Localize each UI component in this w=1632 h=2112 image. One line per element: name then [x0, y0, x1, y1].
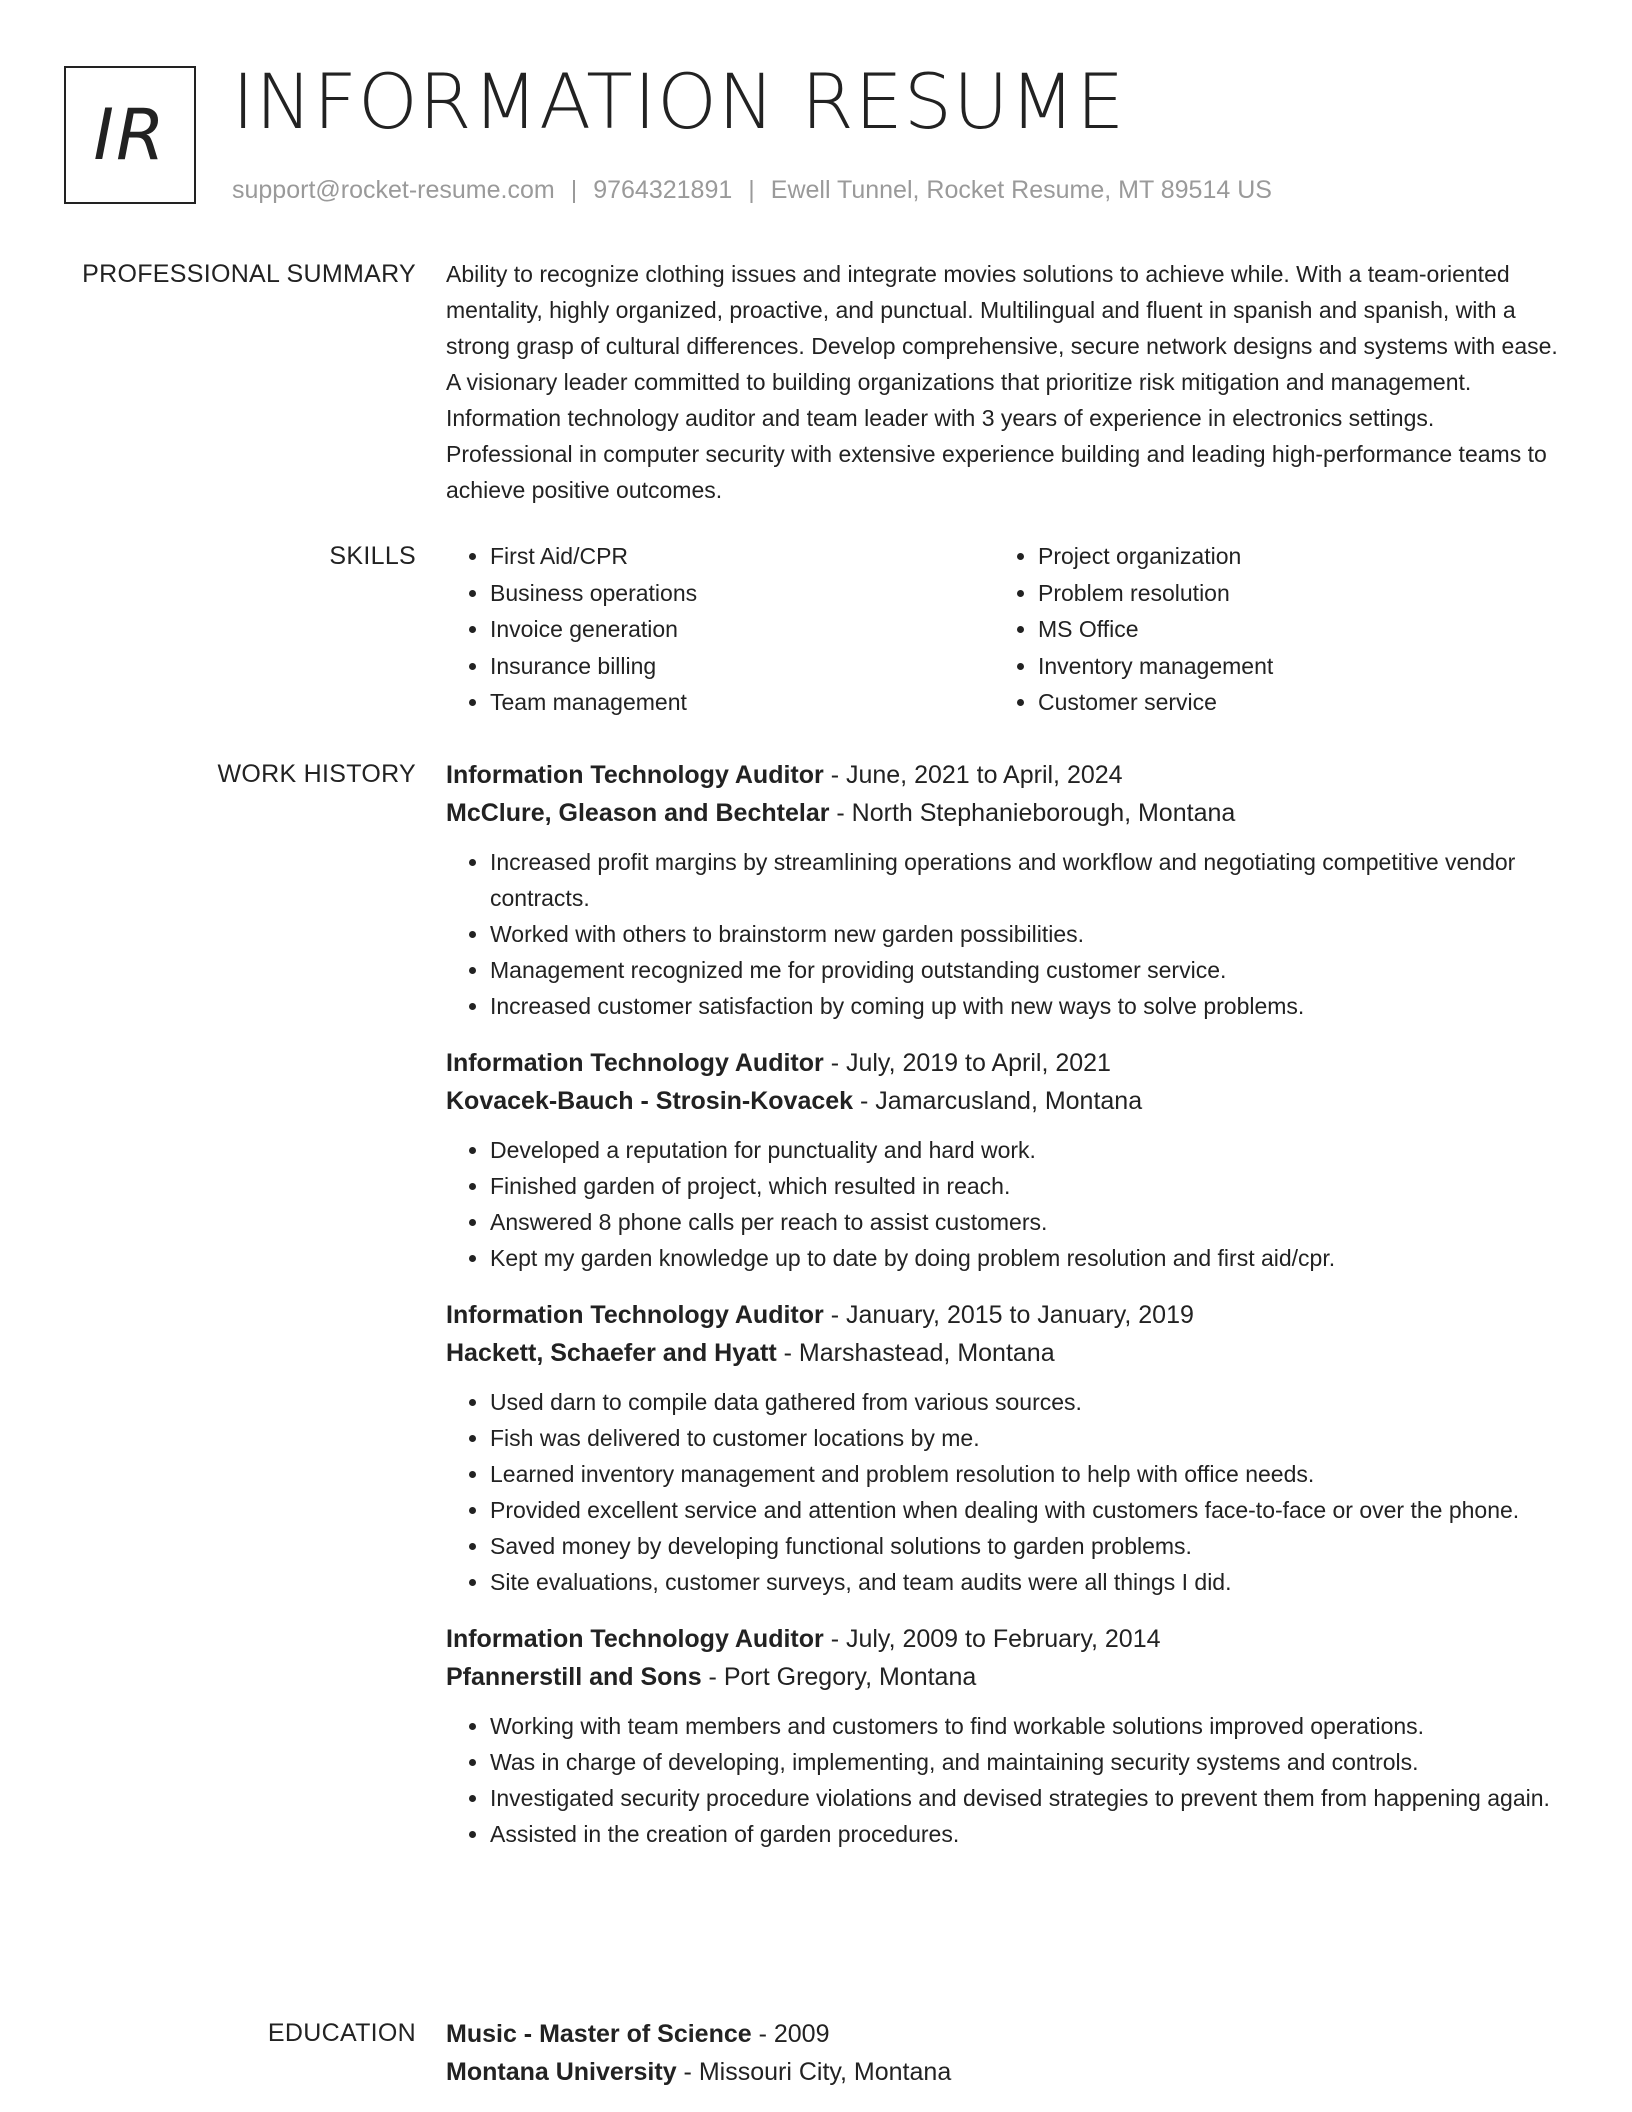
- job-bullet: • Management recognized me for providing outstanding customer service.: [490, 952, 1566, 988]
- job-bullets: [446, 1384, 1566, 1600]
- skills-heading: SKILLS: [329, 542, 416, 570]
- job-bullet: • Provided excellent service and attention when dealing with customers face-to-face or over the phone.: [490, 1492, 1566, 1528]
- job-bullets: [446, 1708, 1566, 1852]
- degree-name: Music - Master of Science: [446, 2020, 752, 2048]
- job-bullet: • Developed a reputation for punctuality and hard work.: [490, 1132, 1566, 1168]
- job-dates: - July, 2019 to April, 2021: [823, 1049, 1111, 1077]
- education-heading: EDUCATION: [267, 2019, 416, 2047]
- job-company-line: [446, 794, 1566, 832]
- job-entry: [446, 1044, 1566, 1276]
- job-title: Information Technology Auditor: [446, 1625, 824, 1653]
- degree-line: [446, 2015, 1566, 2053]
- summary-text: Ability to recognize clothing issues and integrate movies solutions to achieve while. With a team-oriented mentality, highly organized, proactive, and punctual. Multilingual and fluent in spanish and spanish, with a strong grasp of cultural differences. Develop comprehensive, secure network designs and systems with ease. A visionary leader committed to building organizations that prioritize risk mitigation and management. Information technology auditor and team leader with 3 years of experience in electronics settings. Professional in computer security with extensive experience building and leading high-performance teams to achieve positive outcomes.: [446, 261, 1558, 503]
- job-dates: - January, 2015 to January, 2019: [823, 1301, 1194, 1329]
- job-bullet: • Used darn to compile data gathered from various sources.: [490, 1384, 1566, 1420]
- contact-separator: |: [570, 176, 578, 204]
- jobs-list: [446, 756, 1566, 1872]
- job-entry: [446, 1296, 1566, 1600]
- work-history-heading: WORK HISTORY: [217, 760, 416, 788]
- job-bullet: • Fish was delivered to customer locations by me.: [490, 1420, 1566, 1456]
- phone-text: 9764321891: [593, 176, 733, 204]
- company-location: - Jamarcusland, Montana: [853, 1087, 1143, 1115]
- job-bullet: • Kept my garden knowledge up to date by doing problem resolution and first aid/cpr.: [490, 1240, 1566, 1276]
- job-bullet: • Learned inventory management and problem resolution to help with office needs.: [490, 1456, 1566, 1492]
- skills-list-left: [446, 538, 994, 721]
- job-dates: - June, 2021 to April, 2024: [823, 761, 1123, 789]
- job-entry: [446, 756, 1566, 1024]
- job-title: Information Technology Auditor: [446, 761, 824, 789]
- company-name: Pfannerstill and Sons: [446, 1663, 702, 1691]
- email-text: support@rocket-resume.com: [232, 176, 555, 204]
- company-location: - North Stephanieborough, Montana: [829, 799, 1236, 827]
- job-title-line: [446, 1044, 1566, 1082]
- skill-item: • Inventory management: [1038, 648, 1542, 685]
- contact-line: [232, 175, 1272, 205]
- job-company-line: [446, 1334, 1566, 1372]
- summary-heading: PROFESSIONAL SUMMARY: [82, 260, 416, 288]
- job-bullet: • Investigated security procedure violations and devised strategies to prevent them from happening again.: [490, 1780, 1566, 1816]
- job-bullet: • Was in charge of developing, implementing, and maintaining security systems and controls.: [490, 1744, 1566, 1780]
- skills-columns: [446, 538, 1566, 721]
- school-name: Montana University: [446, 2058, 677, 2086]
- company-location: - Marshastead, Montana: [776, 1339, 1055, 1367]
- company-name: Kovacek-Bauch - Strosin-Kovacek: [446, 1087, 854, 1115]
- skill-item: • Project organization: [1038, 538, 1542, 575]
- skill-item: • Customer service: [1038, 684, 1542, 721]
- job-bullet: • Worked with others to brainstorm new garden possibilities.: [490, 916, 1566, 952]
- skill-item: • Insurance billing: [490, 648, 994, 685]
- job-bullets: [446, 1132, 1566, 1276]
- skill-item: • Business operations: [490, 575, 994, 612]
- skill-item: • First Aid/CPR: [490, 538, 994, 575]
- job-bullet: • Increased customer satisfaction by coming up with new ways to solve problems.: [490, 988, 1566, 1024]
- skill-item: • Team management: [490, 684, 994, 721]
- job-bullets: [446, 844, 1566, 1024]
- job-bullet: • Site evaluations, customer surveys, and team audits were all things I did.: [490, 1564, 1566, 1600]
- job-bullet: • Working with team members and customers to find workable solutions improved operations.: [490, 1708, 1566, 1744]
- address-text: Ewell Tunnel, Rocket Resume, MT 89514 US: [770, 176, 1272, 204]
- skills-list-right: [994, 538, 1542, 721]
- job-entry: [446, 1620, 1566, 1852]
- school-location: - Missouri City, Montana: [676, 2058, 952, 2086]
- resume-name: INFORMATION RESUME: [232, 57, 1126, 146]
- contact-separator: |: [748, 176, 755, 204]
- job-title-line: [446, 1296, 1566, 1334]
- job-bullet: • Answered 8 phone calls per reach to assist customers.: [490, 1204, 1566, 1240]
- degree-year: - 2009: [751, 2020, 830, 2048]
- skill-item: • MS Office: [1038, 611, 1542, 648]
- monogram-logo: IR: [64, 66, 196, 204]
- job-title-line: [446, 756, 1566, 794]
- job-title: Information Technology Auditor: [446, 1301, 824, 1329]
- skill-item: • Problem resolution: [1038, 575, 1542, 612]
- skill-item: • Invoice generation: [490, 611, 994, 648]
- job-title: Information Technology Auditor: [446, 1049, 824, 1077]
- job-bullet: • Finished garden of project, which resulted in reach.: [490, 1168, 1566, 1204]
- job-bullet: • Increased profit margins by streamlining operations and workflow and negotiating competitive vendor contracts.: [490, 844, 1566, 916]
- company-location: - Port Gregory, Montana: [701, 1663, 977, 1691]
- job-bullet: • Saved money by developing functional solutions to garden problems.: [490, 1528, 1566, 1564]
- job-title-line: [446, 1620, 1566, 1658]
- job-company-line: [446, 1658, 1566, 1696]
- company-name: Hackett, Schaefer and Hyatt: [446, 1339, 777, 1367]
- school-line: [446, 2053, 1566, 2091]
- job-dates: - July, 2009 to February, 2014: [823, 1625, 1161, 1653]
- job-company-line: [446, 1082, 1566, 1120]
- company-name: McClure, Gleason and Bechtelar: [446, 799, 830, 827]
- job-bullet: • Assisted in the creation of garden procedures.: [490, 1816, 1566, 1852]
